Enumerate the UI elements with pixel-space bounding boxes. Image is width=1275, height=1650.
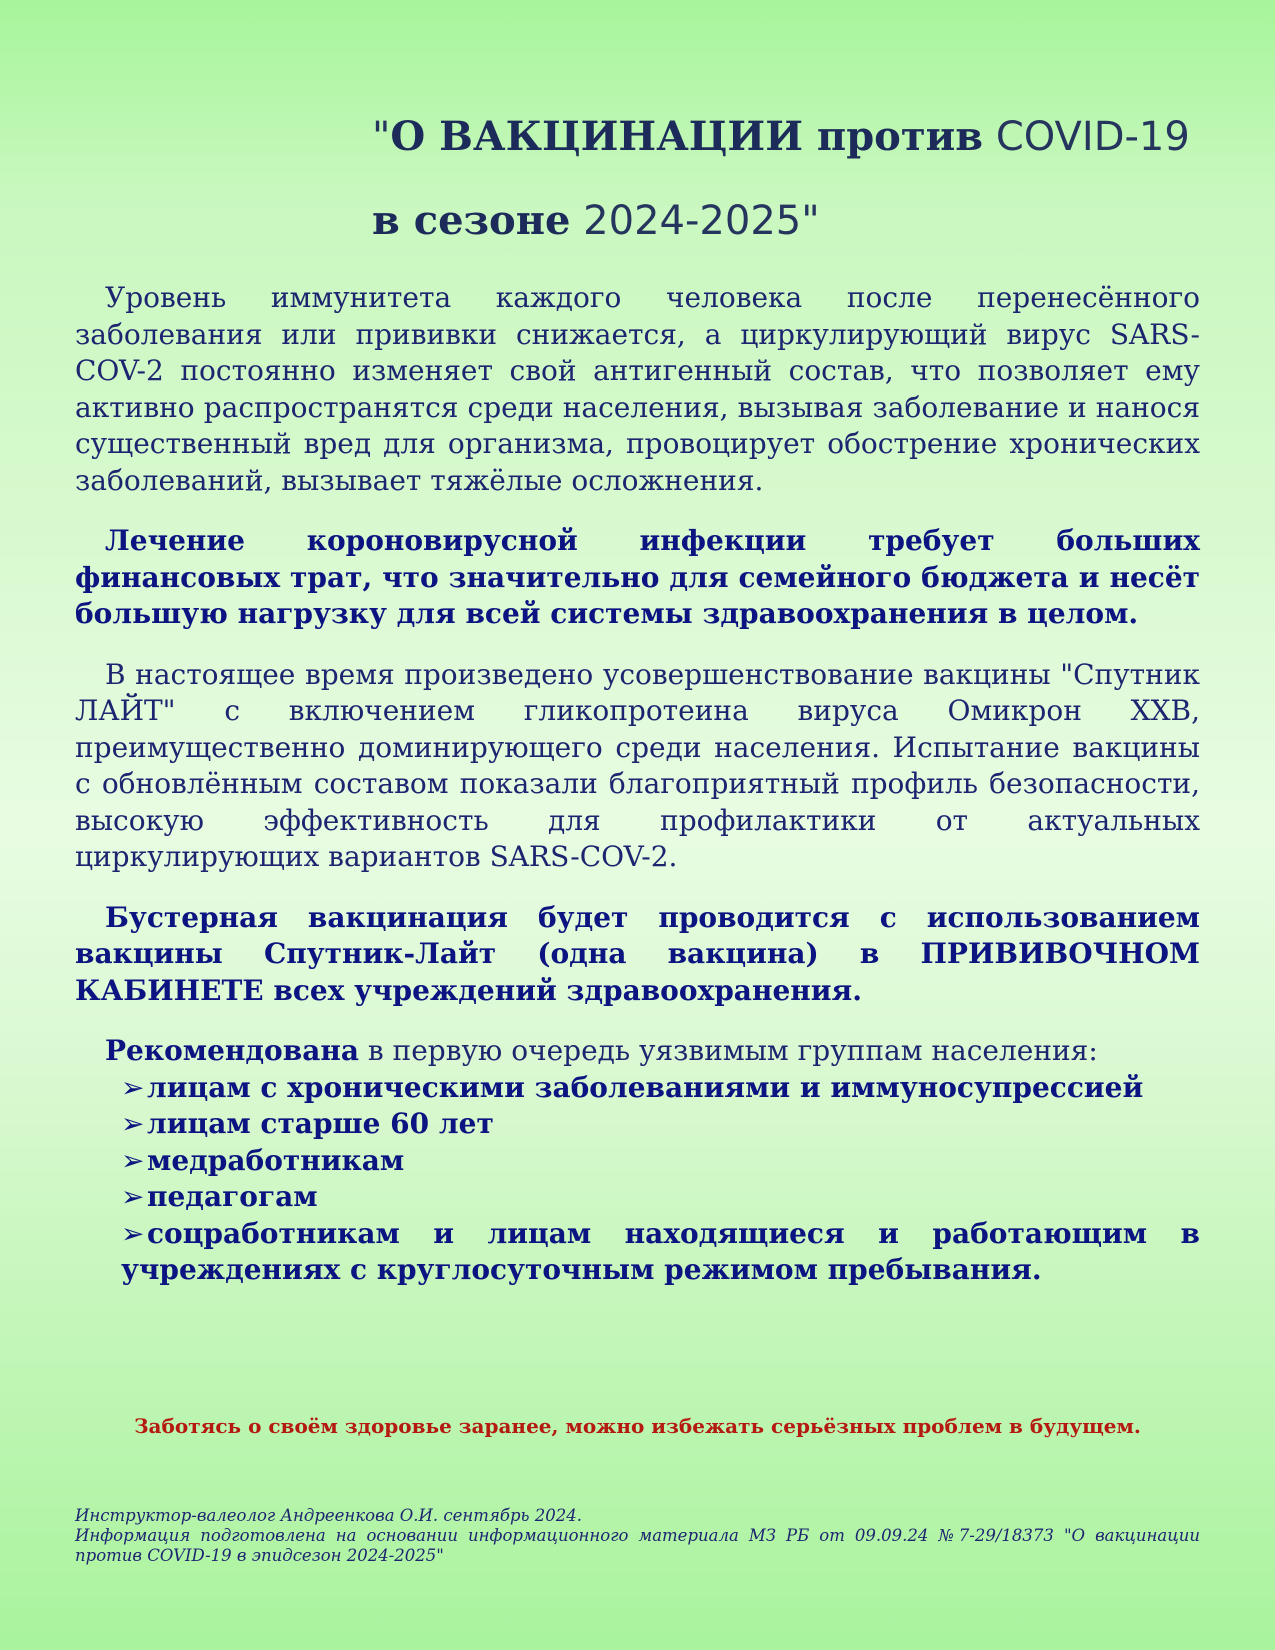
arrow-bullet-icon: ➢: [121, 1143, 145, 1177]
footer-author: Инструктор-валеолог Андреенкова О.И. сентябрь 2024.: [75, 1506, 582, 1525]
title-light-1: COVID-19: [983, 114, 1190, 160]
recommended-intro: [75, 1033, 1200, 1070]
title-line-2: [372, 179, 1232, 263]
title-bold-1: О ВАКЦИНАЦИИ против: [390, 113, 984, 160]
list-item-label: педагогам: [147, 1180, 318, 1213]
health-notice: Заботясь о своём здоровье заранее, можно избежать серьёзных проблем в будущем.: [134, 1414, 1141, 1438]
title-bold-2: в сезоне: [372, 197, 571, 244]
list-item-label: медработникам: [147, 1143, 405, 1177]
list-item: [121, 1179, 1200, 1216]
document-body: [75, 280, 1200, 1289]
paragraph-treatment-cost: Лечение короновирусной инфекции требует больших финансовых трат, что значительно для семейного бюджета и несёт большую нагрузку для всей системы здравоохранения в целом.: [75, 524, 1200, 630]
paragraph-booster: Бустерная вакцинация будет проводится с использованием вакцины Спутник-Лайт (одна вакцина) в ПРИВИВОЧНОМ КАБИНЕТЕ всех учреждений здравоохранения.: [75, 900, 1200, 1007]
list-item: [121, 1070, 1200, 1107]
arrow-bullet-icon: ➢: [121, 1216, 145, 1250]
footer-source: Информация подготовлена на основании информационного материала МЗ РБ от 09.09.24 №7-29/18373 "О вакцинации против COVID-19 в эпидсезон 2024-2025": [75, 1526, 1200, 1565]
arrow-bullet-icon: ➢: [121, 1070, 145, 1104]
recommended-bold: Рекомендована: [105, 1034, 359, 1067]
arrow-bullet-icon: ➢: [121, 1107, 145, 1140]
list-item: [121, 1106, 1200, 1143]
title-line-1: [372, 95, 1232, 179]
paragraph-vaccine-update: В настоящее время произведено усовершенствование вакцины "Спутник ЛАЙТ" с включением гликопротеина вируса Омикрон ХХВ, преимущественно доминирующего среди населения. Испытание вакцины с обновлённым составом показали благоприятный профиль безопасности, высокую эффективность для профилактики от актуальных циркулирующих вариантов SARS-COV-2.: [75, 657, 1200, 873]
list-item: [121, 1216, 1200, 1289]
paragraph-immunity: Уровень иммунитета каждого человека после перенесённого заболевания или прививки снижается, а циркулирующий вирус SARS-COV-2 постоянно изменяет свой антигенный состав, что позволяет ему активно распространятся среди населения, вызывая заболевание и нанося существенный вред для организма, провоцирует обострение хронических заболеваний, вызывает тяжёлые осложнения.: [75, 281, 1200, 497]
arrow-bullet-icon: ➢: [121, 1180, 145, 1213]
page-title: [372, 95, 1232, 263]
list-item: [121, 1143, 1200, 1180]
recommended-rest: в первую очередь уязвимым группам населения:: [358, 1034, 1098, 1067]
list-item-label: лицам старше 60 лет: [147, 1107, 494, 1140]
list-item-label: лицам с хроническими заболеваниями и иммуносупрессией: [147, 1070, 1144, 1104]
title-light-2: 2024-2025": [570, 198, 820, 244]
title-quote-open: ": [372, 114, 391, 160]
risk-groups-list: [75, 1070, 1200, 1289]
footer: [75, 1506, 1200, 1566]
list-item-label: соцработникам и лицам находящиеся и работающим в учреждениях с круглосуточным режимом пребывания.: [121, 1216, 1200, 1286]
